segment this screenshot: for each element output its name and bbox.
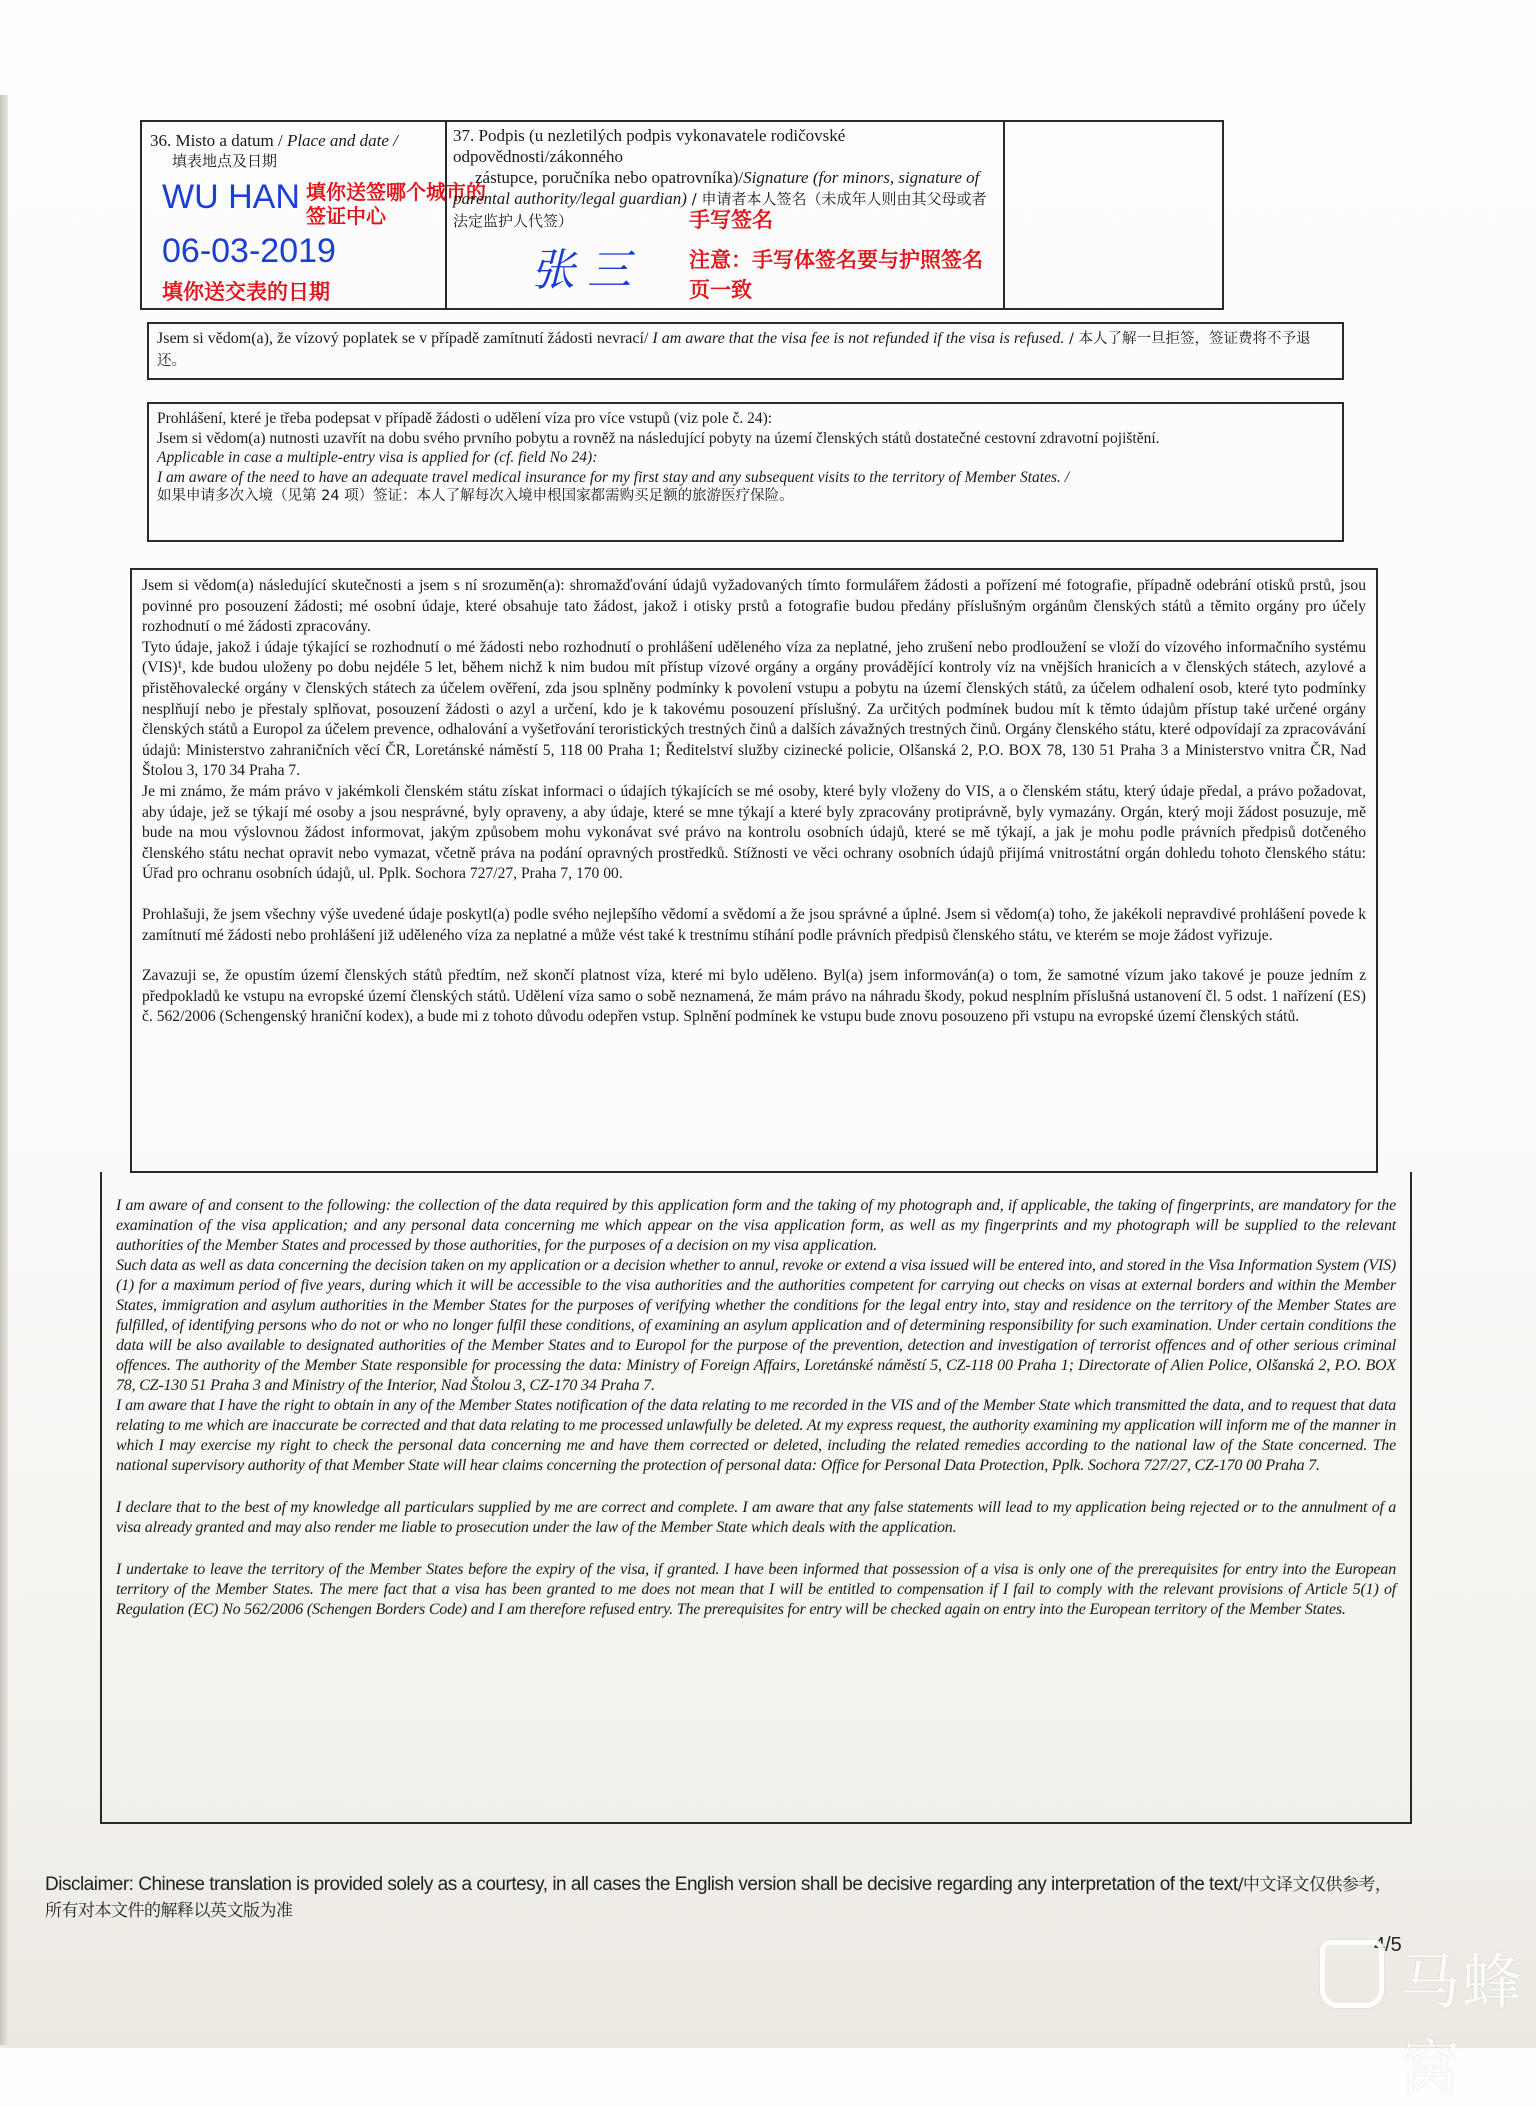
field-37-signature: [447, 122, 1005, 308]
handwritten-signature[interactable]: 张三: [531, 245, 643, 296]
field-36-label-cz: 36. Misto a datum /: [150, 131, 287, 150]
signature-annotation-title: 手写签名: [689, 208, 773, 232]
english-declaration-paragraph: I declare that to the best of my knowledge all particulars supplied by me are correct and complete. I am aware that any false statements will lead to my application being rejected or to the annulment of a visa already granted and may also render me liable to prosecution under the law of the Member State which deals with the application.: [116, 1499, 1396, 1536]
field-37-label-cz: 37. Podpis (u nezletilých podpis vykonavatele rodičovské odpovědnosti/zákonného: [453, 126, 846, 166]
fee-notice-cn: / 本人了解一旦拒签，签证费将不予退还。: [157, 331, 1311, 369]
place-annotation: 填你送签哪个城市的签证中心: [306, 180, 486, 228]
fee-notice-en: I am aware that the visa fee is not refunded if the visa is refused.: [652, 330, 1065, 347]
field-36-label-cn: 填表地点及日期: [172, 152, 278, 170]
english-declaration-paragraph: I am aware of and consent to the following: the collection of the data required by this application form and the taking of my photograph and, if applicable, the taking of fingerprints, are mandatory for the examination of the visa application; and any personal data concerning me which appear on the visa application form, as well as my fingerprints and my photograph will be supplied to the relevant authorities of the Member States and processed by those authorities, for the purposes of a decision on my visa application.: [116, 1197, 1396, 1254]
field-36-label: [150, 130, 445, 172]
english-declaration-paragraph: I am aware that I have the right to obtain in any of the Member States notification of the data relating to me recorded in the VIS and of the Member State which transmitted the data, and to request that data relating to me which are inaccurate be corrected and that data relating to me processed unlawfully be deleted. At my express request, the authority examining my application will inform me of the manner in which I may exercise my right to check the personal data concerning me and have them corrected or deleted, including the related remedies according to the national law of the State concerned. The national supervisory authority of that Member State will hear claims concerning the protection of personal data: Office for Personal Data Protection, Pplk. Sochora 727/27, CZ-170 00 Praha 7.: [116, 1397, 1396, 1474]
multi-entry-en-body: I am aware of the need to have an adequate travel medical insurance for my first stay and any subsequent visits to the territory of Member States. /: [157, 468, 1070, 486]
czech-declaration-paragraph: Zavazuji se, že opustím území členských států předtím, než skončí platnost víza, které mi bylo uděleno. Byl(a) jsem informován(a) o tom, že samotné vízum jako takové je pouze jedním z předpokladů ke vstupu na evropské území členských států. Udělení víza samo o sobě neznamená, že mám právo na náhradu škody, pokud nesplním příslušná ustanovení čl. 5 odst. 1 nařízení (ES) č. 562/2006 (Schengenský hraniční kodex), a bude mi z tohoto důvodu odepřen vstup. Splnění podmínek ke vstupu bude znovu posouzeno při vstupu na evropské území členských států.: [142, 967, 1366, 1026]
watermark-text: 马蜂窝: [1400, 1948, 1524, 2104]
english-declaration-paragraph: I undertake to leave the territory of the Member States before the expiry of the visa, if granted. I have been informed that possession of a visa is only one of the prerequisites for entry into the European territory of the Member States. The mere fact that a visa has been granted to me does not mean that I will be entitled to compensation if I fail to comply with the relevant provisions of Article 5(1) of Regulation (EC) No 562/2006 (Schengen Borders Code) and I am therefore refused entry. The prerequisites for entry will be checked again on entry into the European territory of the Member States.: [116, 1561, 1396, 1618]
date-annotation: 填你送交表的日期: [162, 280, 330, 304]
field-37-label-en: Signature (for minors, signature of parental authority/legal guardian): [453, 168, 980, 208]
multiple-entry-declaration: [147, 402, 1344, 542]
field-37-label-cn: / 申请者本人签名（未成年人则由其父母或者法定监护人代签）: [453, 190, 987, 230]
visa-fee-notice: [147, 322, 1344, 380]
czech-declaration-paragraph: Prohlašuji, že jsem všechny výše uvedené údaje poskytl(a) podle svého nejlepšího vědomí a svědomí a že jsou správné a úplné. Jsem si vědom(a) toho, že jakékoli nepravdivé prohlášení povede k zamítnutí mé žádosti nebo prohlášení již uděleného víza za neplatné a může vést také k trestnímu stíhání podle právních předpisů členského státu, ve kterém se moje žádost vyřizuje.: [142, 905, 1366, 944]
disclaimer-cn: /中文译文仅供参考，所有对本文件的解释以英文版为准: [45, 1875, 1392, 1921]
date-value[interactable]: 06-03-2019: [162, 232, 336, 270]
multi-entry-cn: 如果申请多次入境（见第 24 项）签证：本人了解每次入境申根国家都需购买足额的旅游医疗保险。: [157, 488, 794, 504]
fee-notice-cz: Jsem si vědom(a), že vízový poplatek se v případě zamítnutí žádosti nevrací/: [157, 330, 653, 347]
disclaimer: [45, 1872, 1405, 1924]
czech-declaration: [130, 568, 1378, 1173]
czech-declaration-paragraph: Tyto údaje, jakož i údaje týkající se rozhodnutí o mé žádosti nebo rozhodnutí o prohlášení uděleného víza za neplatné, jeho zrušení nebo prodloužení se vloží do vízového informačního systému (VIS)¹, kde budou uloženy po dobu nejdéle 5 let, během nichž k nim budou mít přístup vízové orgány a orgány provádějící kontroly víz na vnějších hranicích a v členských státech, azylové a přistěhovalecké orgány v členských státech za účelem ověření, zda jsou splněny podmínky k povolení vstupu a pobytu na území členských států, za účelem odhalení osob, které tyto podmínky nesplňují nebo je přestaly splňovat, posouzení žádosti o azyl a určení, kdo je k takovému posouzení příslušný. Za určitých podmínek budou mít k těmto údajům přístup také určené orgány členských států a Europol za účelem prevence, odhalování a vyšetřování teroristických trestných činů a dalších závažných trestných činů. Orgány členského státu, které odpovídají za zpracovávání údajů: Ministerstvo zahraničních věcí ČR, Loretánské náměstí 5, 118 00 Praha 1; Ředitelství služby cizinecké policie, Olšanská 2, P.O. BOX 78, 130 51 Praha 3 a Ministerstvo vnitra ČR, Nad Štolou 3, 170 34 Praha 7.: [142, 638, 1366, 780]
multi-entry-cz-body: Jsem si vědom(a) nutnosti uzavřít na dobu svého prvního pobytu a rovněž na následující pobyty na území členských států dostatečné cestovní zdravotní pojištění.: [157, 429, 1160, 447]
page-number: 4/5: [1374, 1934, 1402, 1956]
czech-declaration-paragraph: Je mi známo, že mám právo v jakémkoli členském státu získat informaci o údajích týkajících se mé osoby, které byly vloženy do VIS, a o členském státu, který údaje předal, a právo požadovat, aby údaje, jež se týkají mé osoby a jsou nesprávné, byly opraveny, a aby údaje, které se mne týkají a které byly zpracovány protiprávně, byly vymazány. Orgán, který moji žádost posuzuje, mě bude na mou výslovnou žádost informovat, jakým způsobem mohu vykonávat své právo na kontrolu osobních údajů, které se mě týkají, a jak je mohu podle právních předpisů dotčeného členského státu nechat opravit nebo vymazat, včetně práva na podání opravných prostředků. Stížnosti ve věci ochrany osobních údajů přijímá vnitrostátní orgán dohledu tohoto členského státu: Úřad pro ochranu osobních údajů, ul. Pplk. Sochora 727/27, Praha 7, 170 00.: [142, 782, 1366, 883]
english-declaration: [100, 1172, 1412, 1824]
blank-cell: [1005, 122, 1222, 308]
place-value[interactable]: WU HAN: [162, 178, 300, 216]
multi-entry-cz-title: Prohlášení, které je třeba podepsat v případě žádosti o udělení víza pro více vstupů (viz pole č. 24):: [157, 410, 773, 427]
paper-edge: [0, 95, 8, 2045]
multi-entry-en-title: Applicable in case a multiple-entry visa is applied for (cf. field No 24):: [157, 449, 598, 466]
field-36-place-date: [142, 122, 486, 308]
english-declaration-paragraph: Such data as well as data concerning the decision taken on my application or a decision whether to annul, revoke or extend a visa issued will be entered into, and stored in the Visa Information System (VIS) (1) for a maximum period of five years, during which it will be accessible to the visa authorities and the authorities competent for carrying out checks on visas at external borders and within the Member States, immigration and asylum authorities in the Member States for the purposes of verifying whether the conditions for the legal entry into, stay and residence on the territory of the Member States are fulfilled, of identifying persons who do not or who no longer fulfil these conditions, of examining an asylum application and of determining responsibility for such examination. Under certain conditions the data will be also available to designated authorities of the Member States and to Europol for the purpose of the prevention, detection and investigation of terrorist offences and of other serious criminal offences. The authority of the Member State responsible for processing the data: Ministry of Foreign Affairs, Loretánské náměstí 5, CZ-118 00 Praha 1; Directorate of Alien Police, Olšanská 2, P.O. BOX 78, CZ-130 51 Praha 3 and Ministry of the Interior, Nad Štolou 3, CZ-170 34 Praha 7.: [116, 1257, 1396, 1394]
signature-table: [140, 120, 1224, 310]
czech-declaration-paragraph: Jsem si vědom(a) následující skutečnosti a jsem s ní srozuměn(a): shromažďování údajů vyžadovaných tímto formulářem žádosti a pořízení mé fotografie, případně odebrání otisků prstů, jsou povinné pro posouzení žádosti; mé osobní údaje, které obsahuje tato žádost, jakož i otisky prstů a fotografie budou předány příslušným orgánům členských států a těmito orgány pro účely rozhodnutí o mé žádosti zpracovány.: [142, 577, 1366, 636]
field-36-label-en: Place and date /: [286, 131, 398, 150]
field-37-label-cz2: zástupce, poručníka nebo opatrovníka)/: [475, 168, 744, 187]
signature-annotation-detail: 注意：手写体签名要与护照签名页一致: [689, 248, 983, 302]
mafengwo-logo-icon: [1320, 1940, 1384, 2008]
disclaimer-en: Disclaimer: Chinese translation is provided solely as a courtesy, in all cases the English version shall be decisive regarding any interpretation of the text: [45, 1874, 1238, 1895]
